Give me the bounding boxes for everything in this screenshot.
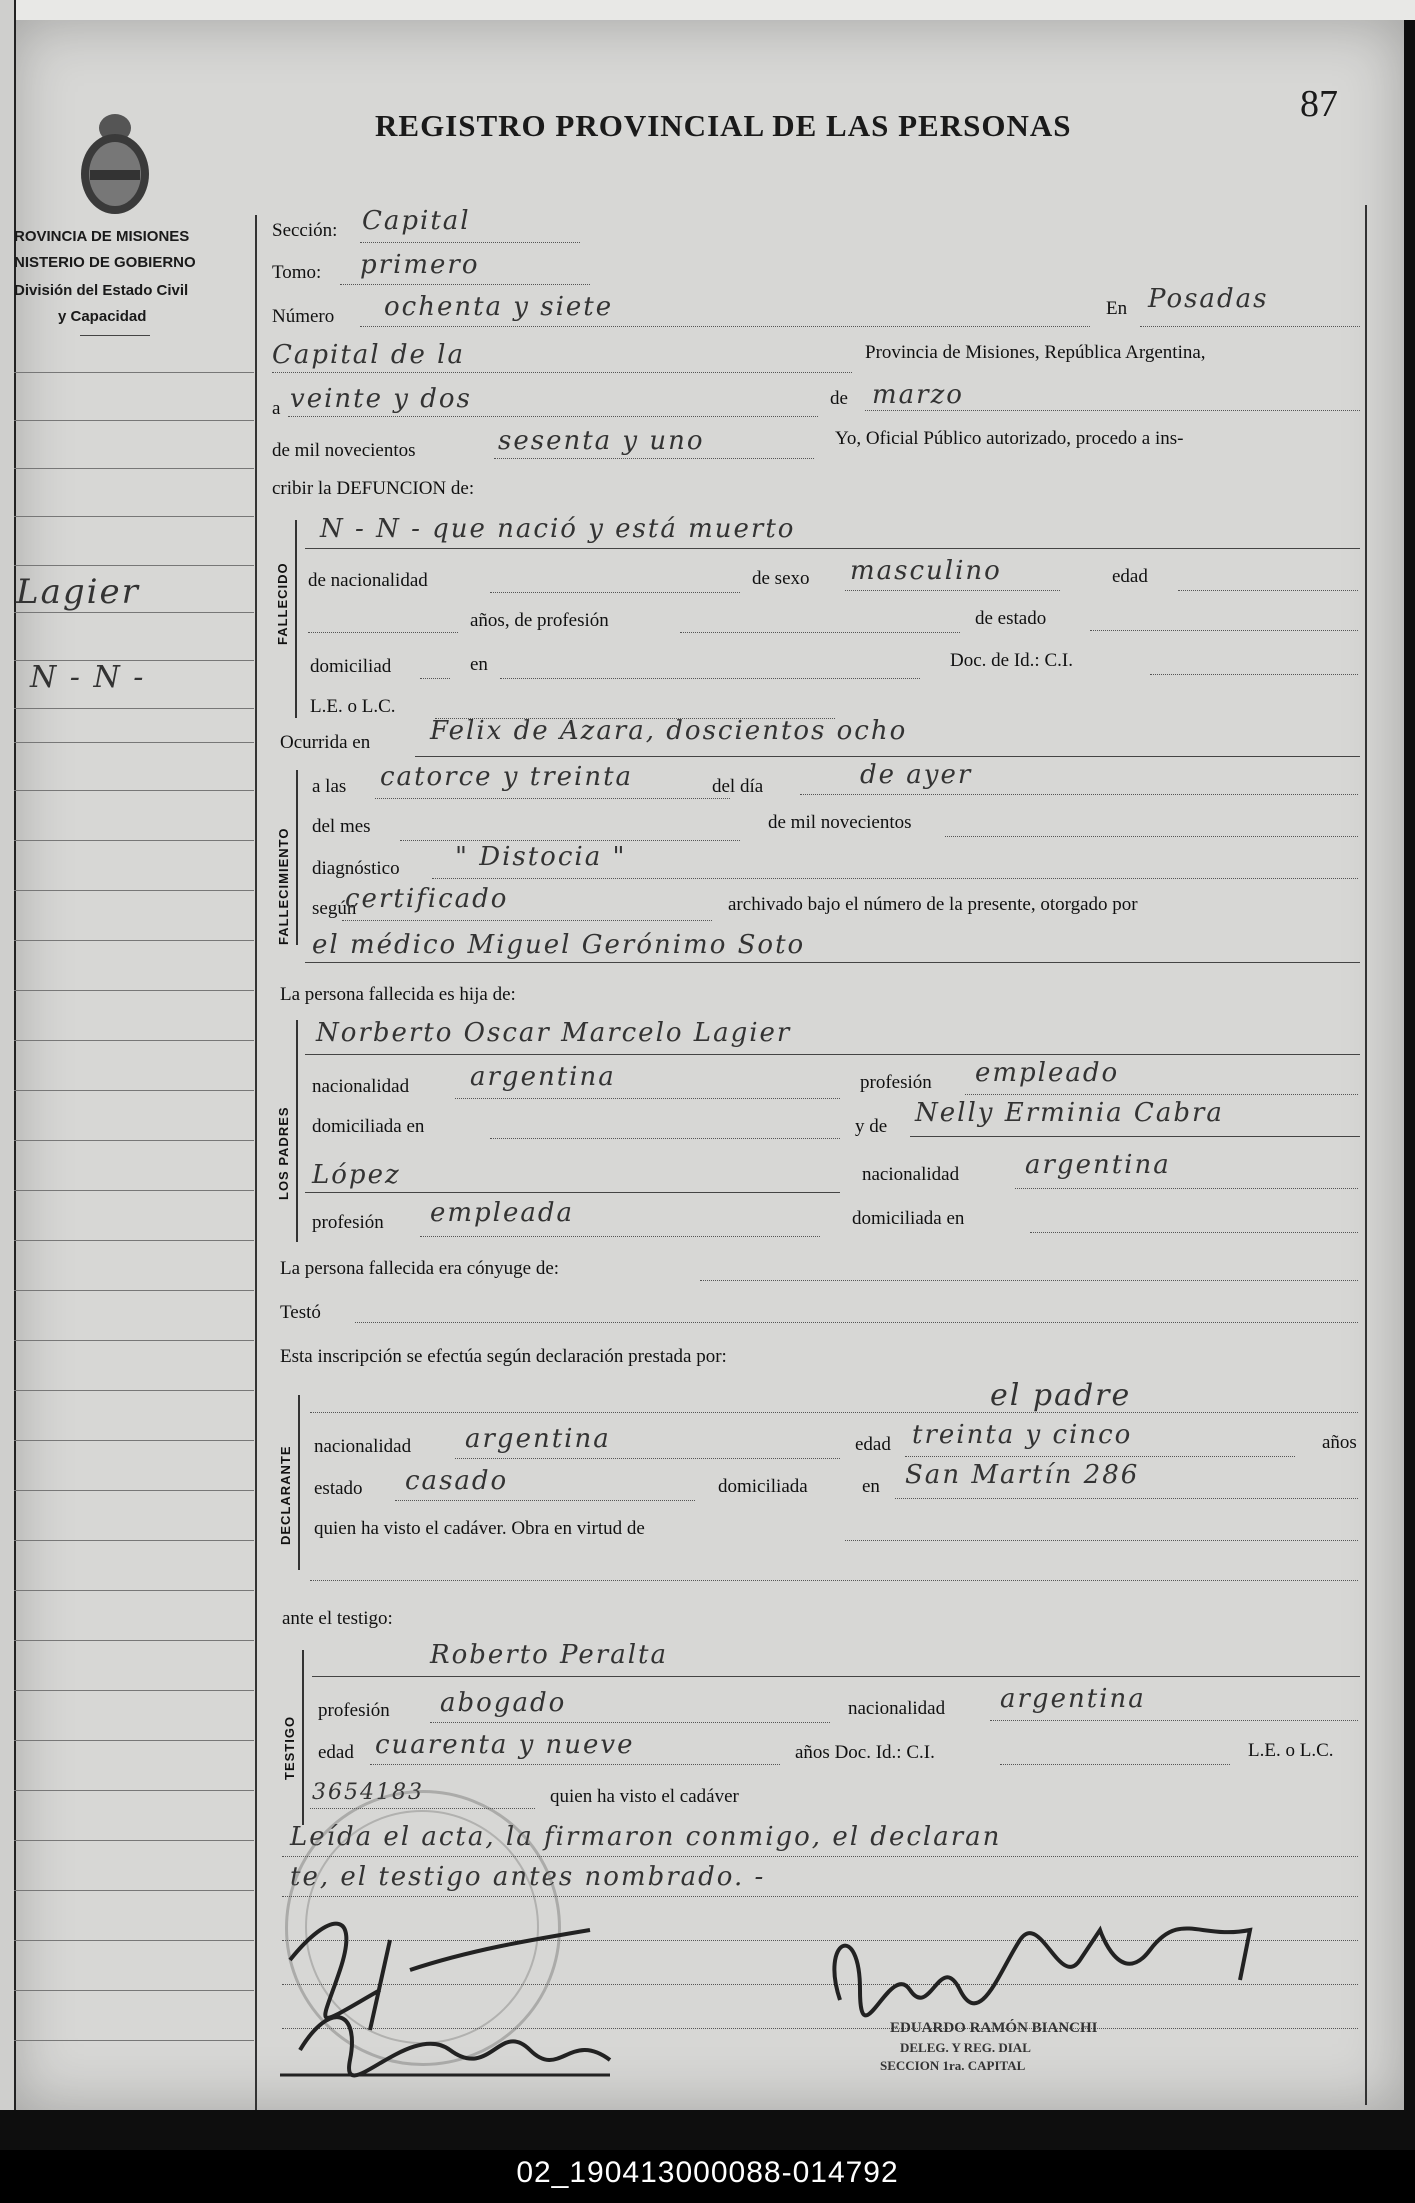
binding-edge (0, 0, 16, 2110)
padre-line (305, 1054, 1360, 1055)
margin-name: N - N - (30, 660, 146, 695)
test-nac-value: argentina (1000, 1684, 1146, 1714)
right-border (1365, 205, 1367, 2105)
margin-rule (14, 1890, 254, 1891)
domiciliada-label: domiciliada (718, 1476, 808, 1497)
profesion2-label: profesión (312, 1212, 384, 1233)
ante-testigo-label: ante el testigo: (282, 1608, 393, 1629)
tomo-value: primero (360, 250, 480, 280)
de-label: de (830, 388, 848, 409)
le-lc2-label: L.E. o L.C. (1248, 1740, 1334, 1761)
margin-rule (14, 1140, 254, 1141)
diagnostico-line (432, 878, 1358, 879)
decl-estado-value: casado (405, 1466, 509, 1496)
medico-value: el médico Miguel Gerónimo Soto (312, 930, 806, 960)
test-prof-value: abogado (440, 1688, 567, 1718)
edad-label: edad (1112, 566, 1148, 587)
conyuge-label: La persona fallecida era cónyuge de: (280, 1258, 560, 1279)
nacionalidad-line (490, 592, 740, 593)
estado-line (1090, 630, 1358, 631)
declarante-value: el padre (990, 1378, 1132, 1413)
page-title: REGISTRO PROVINCIAL DE LAS PERSONAS (375, 108, 1072, 143)
y-de-label: y de (855, 1116, 888, 1137)
decl-estado-line (395, 1500, 695, 1501)
provincia-label: Provincia de Misiones, República Argentina, (865, 342, 1206, 363)
nacionalidad5-label: nacionalidad (848, 1698, 946, 1719)
padres-bracket (296, 1020, 298, 1242)
hija-de-label: La persona fallecida es hija de: (280, 984, 516, 1005)
margin-rule (14, 1840, 254, 1841)
en2-label: en (470, 654, 488, 675)
stamp-line-2: DELEG. Y REG. DIAL (900, 2040, 1031, 2055)
lugar-line (1140, 326, 1360, 327)
margin-rule (14, 1790, 254, 1791)
padre-nac-value: argentina (470, 1062, 616, 1092)
org-line-4: y Capacidad (58, 308, 147, 325)
decl-nac-line (455, 1458, 840, 1459)
obra-line (845, 1540, 1358, 1541)
anio-fall-line (945, 836, 1358, 837)
leida-line-2: te, el testigo antes nombrado. - (290, 1862, 766, 1892)
decl-nac-value: argentina (465, 1424, 611, 1454)
signature-witness (270, 1900, 650, 2100)
org-line-2: NISTERIO DE GOBIERNO (14, 254, 196, 271)
del-dia-label: del día (712, 776, 764, 797)
org-line-3: División del Estado Civil (14, 282, 189, 299)
top-strip (0, 0, 1415, 20)
margin-rule (14, 990, 254, 991)
test-doc-value: 3654183 (312, 1780, 424, 1805)
cribir-text: cribir la DEFUNCION de: (272, 478, 475, 499)
coat-of-arms-icon (72, 108, 158, 220)
margin-divider (255, 215, 257, 2110)
edad2-label: edad (855, 1434, 891, 1455)
decl-dom-value: San Martín 286 (905, 1460, 1140, 1490)
org-line-1: ROVINCIA DE MISIONES (14, 228, 190, 245)
mes-line (865, 410, 1360, 411)
test-edad-value: cuarenta y nueve (375, 1730, 635, 1760)
margin-rule (14, 1740, 254, 1741)
en-label: En (1106, 298, 1128, 319)
decl-edad-line (905, 1456, 1295, 1457)
margin-rule (14, 468, 254, 469)
padre-dom-line (490, 1138, 840, 1139)
domiciliad-label: domiciliad (310, 656, 392, 677)
madre2-line (305, 1192, 840, 1193)
margin-rule (14, 1690, 254, 1691)
madre-nac-line (1015, 1188, 1358, 1189)
margin-rule (14, 1390, 254, 1391)
side-label-fallecido: FALLECIDO (275, 562, 290, 645)
domiciliad-line (420, 678, 450, 679)
hora-value: catorce y treinta (380, 762, 634, 792)
diagnostico-label: diagnóstico (312, 858, 400, 879)
archivado-text: archivado bajo el número de la presente, otorgado por (728, 894, 1138, 915)
lugar2-line (272, 372, 852, 373)
edad3-label: edad (318, 1742, 354, 1763)
fallecido-bracket (295, 520, 297, 718)
margin-rule (14, 1590, 254, 1591)
medico-line (305, 962, 1360, 963)
leida-line-1: Leída el acta, la firmaron conmigo, el declaran (290, 1822, 1002, 1852)
quien-visto-label: quien ha visto el cadáver (550, 1786, 739, 1807)
margin-rule (14, 2040, 254, 2041)
domiciliada-en-label: domiciliada en (312, 1116, 425, 1137)
dia-fall-line (800, 794, 1358, 795)
testigo-value: Roberto Peralta (430, 1640, 668, 1670)
anio-line (494, 458, 814, 459)
quien-cadaver-label: quien ha visto el cadáver. Obra en virtud de (314, 1518, 645, 1539)
test-edad-line (370, 1764, 780, 1765)
image-id-caption: 02_190413000088-014792 (516, 2156, 899, 2189)
profesion-line (680, 632, 960, 633)
ocurrida-label: Ocurrida en (280, 732, 371, 753)
segun-label: según (312, 898, 357, 919)
numero-value: ochenta y siete (384, 292, 614, 322)
dia-fall-value: de ayer (860, 760, 973, 790)
anos-profesion-label: años, de profesión (470, 610, 609, 631)
doc-id-label: Doc. de Id.: C.I. (950, 650, 1073, 671)
side-label-testigo: TESTIGO (282, 1715, 297, 1780)
nacionalidad3-label: nacionalidad (862, 1164, 960, 1185)
le-lc-label: L.E. o L.C. (310, 696, 396, 717)
diagnostico-value: " Distocia " (455, 842, 627, 872)
madre2-value: López (312, 1160, 401, 1190)
test-nac-line (990, 1720, 1358, 1721)
nacionalidad2-label: nacionalidad (312, 1076, 410, 1097)
test-prof-line (430, 1722, 830, 1723)
sexo-line (845, 590, 1060, 591)
sexo-value: masculino (850, 556, 1002, 586)
conyuge-line (700, 1280, 1358, 1281)
margin-rule (14, 1090, 254, 1091)
testigo-bracket (302, 1650, 304, 1825)
margin-rule (14, 612, 254, 613)
margin-surname: Lagier (16, 572, 140, 612)
padre-value: Norberto Oscar Marcelo Lagier (316, 1018, 792, 1048)
decl-dom-line (895, 1498, 1358, 1499)
margin-rule (14, 1540, 254, 1541)
mes-value: marzo (872, 380, 964, 410)
margin-rule (14, 708, 254, 709)
side-label-padres: LOS PADRES (276, 1106, 291, 1200)
seccion-value: Capital (362, 206, 471, 236)
madre-value: Nelly Erminia Cabra (915, 1098, 1224, 1128)
margin-rule (14, 516, 254, 517)
margin-rule (14, 1190, 254, 1191)
de-estado-label: de estado (975, 608, 1047, 629)
seccion-label: Sección: (272, 220, 338, 241)
side-label-declarante: DECLARANTE (278, 1445, 293, 1545)
tomo-line (340, 284, 590, 285)
padre-prof-line (965, 1094, 1358, 1095)
obra-line-2 (310, 1580, 1358, 1581)
nacionalidad4-label: nacionalidad (314, 1436, 412, 1457)
madre-dom-line (1030, 1232, 1358, 1233)
segun-value: certificado (345, 884, 509, 914)
mes-fall-line (400, 840, 740, 841)
a-label: a (272, 398, 281, 419)
declarante-bracket (298, 1395, 300, 1570)
margin-rule (14, 372, 254, 373)
de-mil2-label: de mil novecientos (768, 812, 912, 833)
margin-rule (14, 420, 254, 421)
doc-id-line (1150, 674, 1358, 675)
madre-line (910, 1136, 1360, 1137)
margin-rule (14, 1240, 254, 1241)
declarante-line (310, 1412, 1358, 1413)
inscripcion-label: Esta inscripción se efectúa según declaración prestada por: (280, 1346, 727, 1367)
lugar2-value: Capital de la (272, 340, 465, 370)
lugar-value: Posadas (1148, 284, 1269, 314)
fallecimiento-bracket (296, 770, 298, 945)
anio-value: sesenta y uno (498, 426, 705, 456)
numero-label: Número (272, 306, 335, 327)
margin-rule (14, 1990, 254, 1991)
padre-prof-value: empleado (975, 1058, 1120, 1088)
tomo-label: Tomo: (272, 262, 322, 283)
anos-label: años (1322, 1432, 1357, 1453)
margin-rule (14, 1490, 254, 1491)
edad-line (1178, 590, 1358, 591)
margin-rule (14, 1640, 254, 1641)
stamp-line-1: EDUARDO RAMÓN BIANCHI (890, 2020, 1098, 2036)
anos-line (308, 632, 458, 633)
testo-label: Testó (280, 1302, 321, 1323)
margin-rule (14, 940, 254, 941)
fallecido-value: N - N - que nació y está muerto (320, 514, 796, 544)
margin-rule (14, 1940, 254, 1941)
padre-nac-line (455, 1098, 840, 1099)
margin-rule (14, 565, 254, 566)
ocurrida-value: Felix de Azara, doscientos ocho (430, 716, 908, 746)
madre-nac-value: argentina (1025, 1150, 1171, 1180)
signature-officer (800, 1900, 1280, 2040)
a-las-label: a las (312, 776, 347, 797)
margin-rule (14, 790, 254, 791)
margin-rule (14, 1290, 254, 1291)
margin-rule (14, 890, 254, 891)
margin-rule (14, 1440, 254, 1441)
org-underline (80, 335, 150, 336)
stamp-line-3: SECCION 1ra. CAPITAL (880, 2058, 1026, 2073)
side-label-fallecimiento: FALLECIMIENTO (276, 827, 291, 945)
margin-rule (14, 1040, 254, 1041)
margin-rule (14, 742, 254, 743)
yo-oficial-text: Yo, Oficial Público autorizado, procedo a ins- (835, 428, 1184, 449)
anos-doc-label: años Doc. Id.: C.I. (795, 1742, 935, 1763)
domiciliada-en2-label: domiciliada en (852, 1208, 965, 1229)
testigo-line (312, 1676, 1360, 1677)
dia-value: veinte y dos (290, 384, 472, 414)
decl-edad-value: treinta y cinco (912, 1420, 1133, 1450)
hora-line (375, 798, 730, 799)
profesion3-label: profesión (318, 1700, 390, 1721)
nacionalidad-label: de nacionalidad (308, 570, 428, 591)
testo-line (355, 1322, 1358, 1323)
page-number: 87 (1300, 83, 1338, 125)
en3-label: en (862, 1476, 880, 1497)
profesion-label: profesión (860, 1072, 932, 1093)
margin-rule (14, 840, 254, 841)
segun-line (342, 920, 712, 921)
numero-line (360, 326, 1090, 327)
estado-label: estado (314, 1478, 363, 1499)
test-doc-line (1000, 1764, 1230, 1765)
del-mes-label: del mes (312, 816, 371, 837)
de-mil-label: de mil novecientos (272, 440, 416, 461)
domicilio-line (500, 678, 920, 679)
fallecido-line (305, 548, 1360, 549)
sexo-label: de sexo (752, 568, 810, 589)
margin-rule (14, 1340, 254, 1341)
madre-prof-line (420, 1236, 820, 1237)
ocurrida-line (415, 756, 1360, 757)
madre-prof-value: empleada (430, 1198, 575, 1228)
dia-line (288, 416, 818, 417)
seccion-line (360, 242, 580, 243)
